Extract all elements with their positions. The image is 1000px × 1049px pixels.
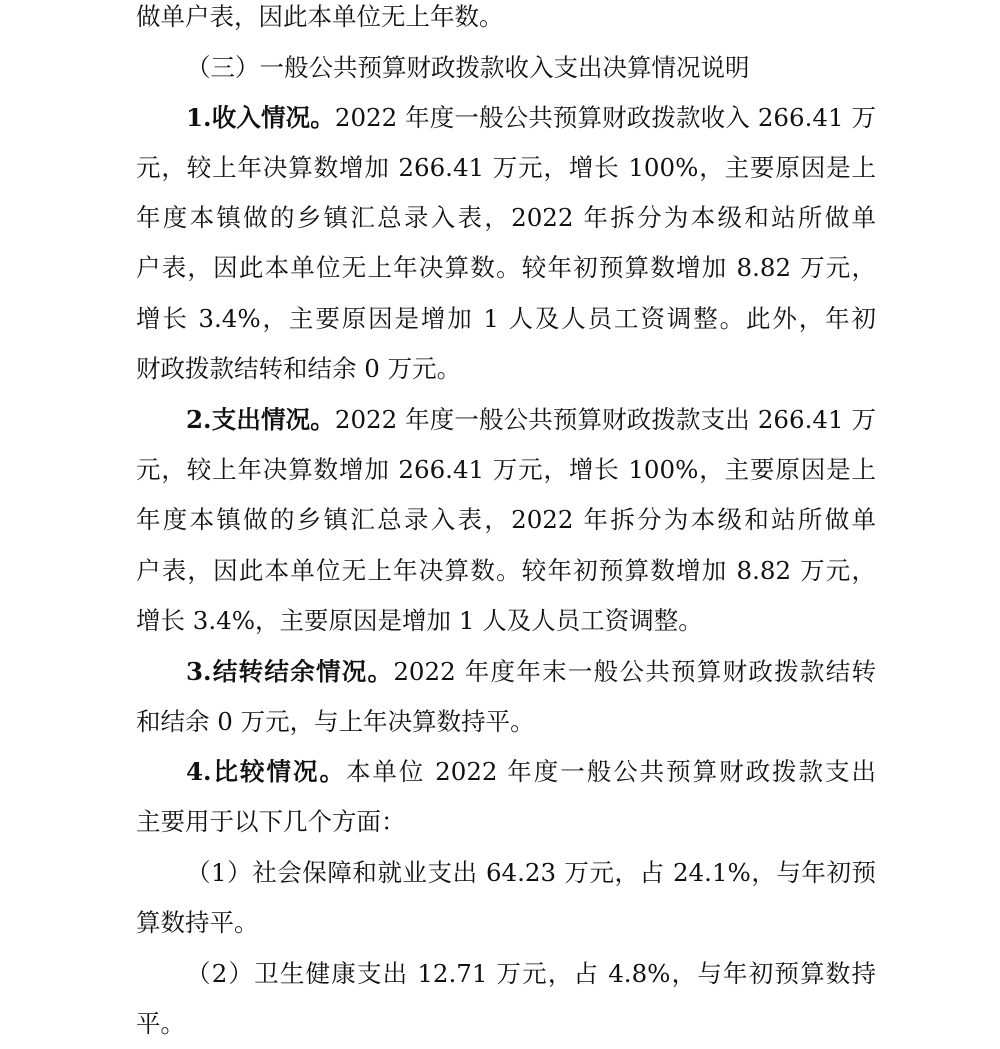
line-text: 本单位 2022 年度一般公共预算财政拨款支出 <box>345 757 876 786</box>
expenditure-paragraph-line <box>136 546 876 596</box>
comparison-heading: 4.比较情况。 <box>186 757 346 786</box>
income-paragraph-line <box>136 294 876 344</box>
income-paragraph-line <box>136 193 876 243</box>
carryover-paragraph-last-line <box>136 697 876 747</box>
line-text: 做单户表，因此本单位无上年数。 <box>136 2 504 31</box>
line-text: 户表，因此本单位无上年决算数。较年初预算数增加 8.82 万元， <box>136 253 876 282</box>
line-text: 户表，因此本单位无上年决算数。较年初预算数增加 8.82 万元， <box>136 556 876 585</box>
expenditure-paragraph-last-line <box>136 596 876 646</box>
line-text: 平。 <box>136 1009 185 1038</box>
comparison-paragraph-first-line <box>186 747 876 797</box>
line-text: 元，较上年决算数增加 266.41 万元，增长 100%，主要原因是上 <box>136 153 876 182</box>
paragraph-line-continuation <box>136 0 876 42</box>
line-text: 和结余 0 万元，与上年决算数持平。 <box>136 707 535 736</box>
section-heading-3 <box>186 43 876 93</box>
income-heading: 1.收入情况。 <box>186 103 335 132</box>
line-text: 年度本镇做的乡镇汇总录入表，2022 年拆分为本级和站所做单 <box>136 203 876 232</box>
expenditure-heading: 2.支出情况。 <box>186 405 335 434</box>
line-text: 财政拨款结转和结余 0 万元。 <box>136 354 462 383</box>
item-1-last-line <box>136 898 876 948</box>
line-text: 2022 年度一般公共预算财政拨款支出 266.41 万 <box>334 405 876 434</box>
line-text: 年度本镇做的乡镇汇总录入表，2022 年拆分为本级和站所做单 <box>136 505 876 534</box>
expenditure-paragraph-line <box>136 445 876 495</box>
line-text: 2022 年度年末一般公共预算财政拨款结转 <box>393 657 876 686</box>
line-text: 主要用于以下几个方面： <box>136 807 406 836</box>
item-2-first-line <box>186 949 876 999</box>
line-text: 元，较上年决算数增加 266.41 万元，增长 100%，主要原因是上 <box>136 455 876 484</box>
line-text: （2）卫生健康支出 12.71 万元，占 4.8%，与年初预算数持 <box>186 959 876 988</box>
income-paragraph-last-line <box>136 344 876 394</box>
expenditure-paragraph-line <box>136 495 876 545</box>
line-text: （1）社会保障和就业支出 64.23 万元，占 24.1%，与年初预 <box>186 858 876 887</box>
income-paragraph-first-line <box>186 93 876 143</box>
item-2-last-line <box>136 999 876 1049</box>
line-text: 增长 3.4%，主要原因是增加 1 人及人员工资调整。此外，年初 <box>136 304 876 333</box>
comparison-paragraph-last-line <box>136 797 876 847</box>
line-text: （三）一般公共预算财政拨款收入支出决算情况说明 <box>186 53 750 82</box>
carryover-heading: 3.结转结余情况。 <box>186 657 394 686</box>
income-paragraph-line <box>136 143 876 193</box>
line-text: 增长 3.4%，主要原因是增加 1 人及人员工资调整。 <box>136 606 703 635</box>
line-text: 算数持平。 <box>136 908 259 937</box>
carryover-paragraph-first-line <box>186 647 876 697</box>
item-1-first-line <box>186 848 876 898</box>
income-paragraph-line <box>136 243 876 293</box>
expenditure-paragraph-first-line <box>186 395 876 445</box>
line-text: 2022 年度一般公共预算财政拨款收入 266.41 万 <box>334 103 876 132</box>
